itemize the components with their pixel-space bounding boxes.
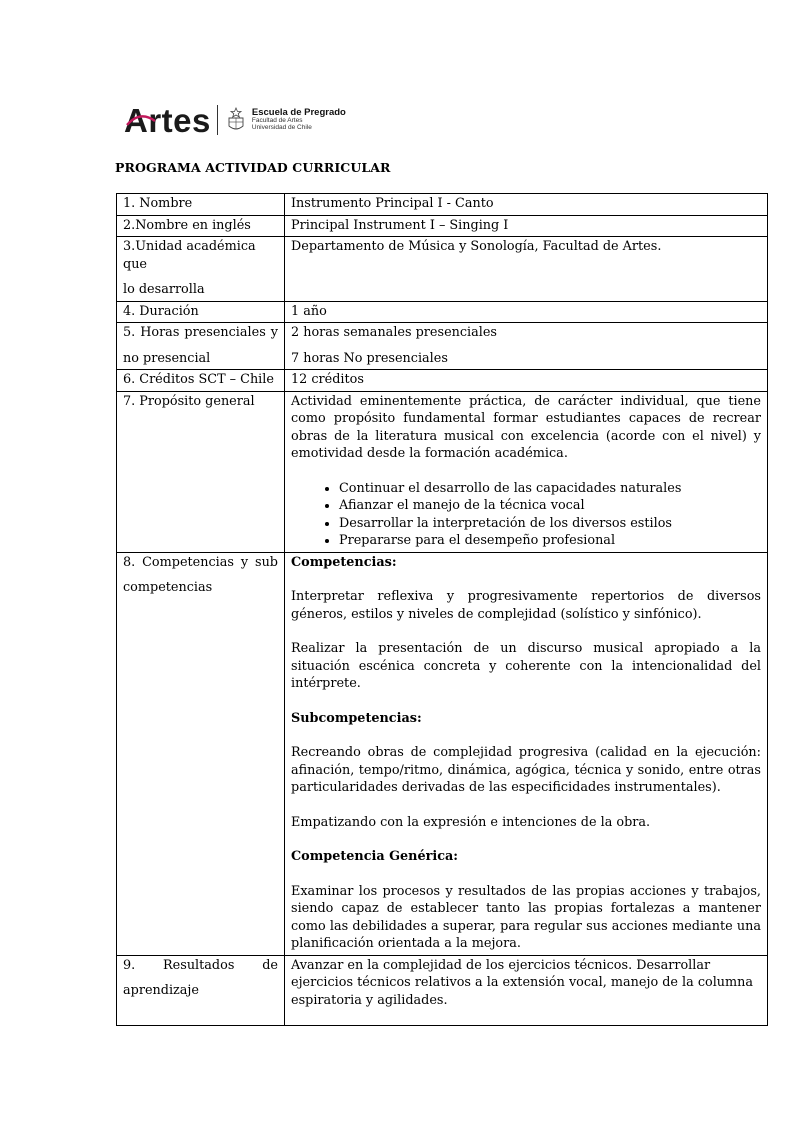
program-table [116, 193, 768, 1026]
row-label-line: 5. Horas presenciales y [123, 325, 278, 340]
document-title: PROGRAMA ACTIVIDAD CURRICULAR [115, 160, 391, 175]
logo-text: Artes [124, 101, 211, 139]
list-item: • Desarrollar la interpretación de los diversos estilos [339, 515, 761, 533]
row-value: Principal Instrument I – Singing I [285, 215, 768, 237]
row-value: 1 año [285, 301, 768, 323]
table-row [117, 301, 768, 323]
generic-competency-text: Examinar los procesos y resultados de las propias acciones y trabajos, siendo capaz de establecer tanto las propias fortalezas a mantener como las debilidades a superar, para regular sus acciones mediante una planificación orientada a la mejora. [291, 883, 761, 951]
school-block [252, 108, 346, 132]
subcompetency-text: Recreando obras de complejidad progresiva (calidad en la ejecución: afinación, tempo/ritmo, dinámica, agógica, técnica y sonido, entre otras particularidades derivadas de las especificidades instrumentales). [291, 745, 761, 795]
row-label-line: 9. Resultados de [123, 957, 278, 973]
table-row [117, 215, 768, 237]
row-value [285, 955, 768, 1025]
row-label-line: no presencial [123, 350, 211, 366]
row-label [117, 552, 285, 955]
row-label [117, 323, 285, 370]
purpose-list [291, 480, 761, 550]
table-row [117, 194, 768, 216]
row-label: 2.Nombre en inglés [117, 215, 285, 237]
row-label-line: competencias [123, 580, 213, 595]
row-label-line: 8. Competencias y sub [123, 554, 278, 570]
generic-competency-heading: Competencia Genérica: [291, 849, 459, 864]
subcompetencies-heading: Subcompetencias: [291, 710, 422, 726]
row-label: 6. Créditos SCT – Chile [117, 370, 285, 392]
row-label-line: lo desarrolla [123, 282, 205, 297]
faculty-name: Facultad de Artes [251, 117, 303, 125]
purpose-text: Actividad eminentemente práctica, de carácter individual, que tiene como propósito fundamental formar estudiantes capaces de recrear obras de la literatura musical con excelencia (acorde con el nivel) y emotividad desde la formación académica. [291, 393, 761, 461]
row-value: 12 créditos [285, 370, 768, 392]
row-label [117, 237, 285, 302]
list-item: • Prepararse para el desempeño profesional [339, 532, 761, 550]
row-value-line: 7 horas No presenciales [291, 350, 448, 366]
row-label [117, 955, 285, 1025]
row-value [285, 391, 768, 552]
row-label: 4. Duración [117, 301, 285, 323]
row-label: 7. Propósito general [117, 391, 285, 552]
row-label-line: 3.Unidad académica que [123, 239, 256, 272]
university-name: Universidad de Chile [251, 123, 312, 131]
table-row [117, 955, 768, 1025]
table-row [117, 370, 768, 392]
row-label-line: aprendizaje [123, 983, 199, 998]
learning-outcomes-text: Avanzar en la complejidad de los ejercicios técnicos. Desarrollar ejercicios técnicos relativos a la extensión vocal, manejo de la columna espiratoria y agilidades. [291, 957, 754, 1008]
table-row [117, 323, 768, 370]
list-item: • Afianzar el manejo de la técnica vocal [339, 497, 761, 515]
table-row [117, 237, 768, 302]
university-seal-icon [226, 107, 246, 133]
table-row [117, 552, 768, 955]
list-item: • Continuar el desarrollo de las capacidades naturales [339, 480, 761, 498]
artes-logo [124, 101, 211, 139]
logo-divider [217, 105, 218, 135]
competencies-heading: Competencias: [291, 554, 397, 570]
competency-text: Realizar la presentación de un discurso musical apropiado a la situación escénica concreta y coherente con la intencionalidad del intérprete. [291, 641, 761, 691]
subcompetency-text: Empatizando con la expresión e intenciones de la obra. [291, 814, 651, 830]
row-value [285, 323, 768, 370]
row-label: 1. Nombre [117, 194, 285, 216]
table-row [117, 391, 768, 552]
row-value: Instrumento Principal I - Canto [285, 194, 768, 216]
page-header [124, 98, 384, 142]
row-value [285, 552, 768, 955]
row-value: Departamento de Música y Sonología, Facultad de Artes. [285, 237, 768, 302]
school-name: Escuela de Pregrado [251, 107, 346, 119]
competency-text: Interpretar reflexiva y progresivamente repertorios de diversos géneros, estilos y niveles de complejidad (solístico y sinfónico). [291, 589, 761, 622]
logo-arc-icon [126, 112, 156, 126]
row-value-line: 2 horas semanales presenciales [291, 325, 497, 340]
